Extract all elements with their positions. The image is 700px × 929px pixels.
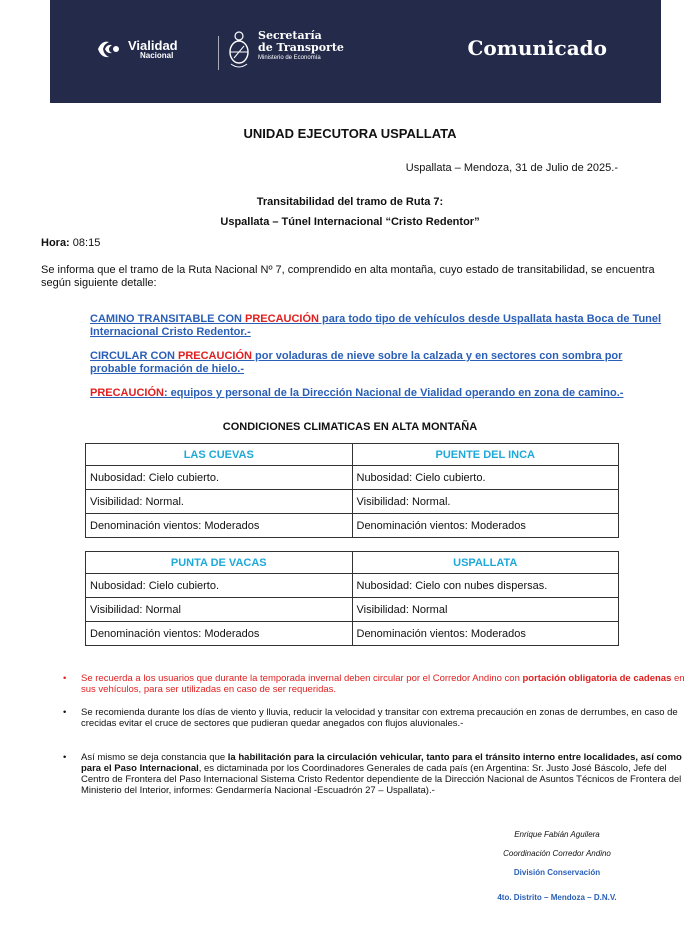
table-cell: Nubosidad: Cielo con nubes dispersas. [352, 574, 619, 598]
warning-passable [90, 313, 662, 339]
comunicado-title: Comunicado [467, 36, 607, 60]
location-header: LAS CUEVAS [86, 444, 353, 466]
table-row [86, 490, 619, 514]
table-cell: Nubosidad: Cielo cubierto. [352, 466, 619, 490]
secretaria-logo [226, 30, 344, 70]
warning-text: CIRCULAR CON [90, 350, 178, 362]
vialidad-line1: Vialidad [128, 37, 178, 53]
table-cell: Visibilidad: Normal. [352, 490, 619, 514]
notice-weather [63, 707, 687, 729]
header-divider [218, 36, 219, 70]
document-title: UNIDAD EJECUTORA USPALLATA [243, 126, 457, 141]
bullet-icon: • [63, 673, 67, 684]
signature-district: 4to. Distrito – Mendoza – D.N.V. [497, 893, 617, 902]
time-label: Hora: [41, 237, 70, 249]
notice-text: Se recomienda durante los días de viento y lluvia, reducir la velocidad y transitar con extrema precaución en zonas de derrumbes, en caso de crecidas evitar el cruce de sectores que pudieran quedar anegados con flujos aluvionales.- [81, 707, 678, 729]
intro-paragraph: Se informa que el tramo de la Ruta Nacional Nº 7, comprendido en alta montaña, cuyo estado de transitabilidad, se encuentra según siguiente detalle: [41, 264, 655, 289]
table-header-row [86, 552, 619, 574]
location-header: USPALLATA [352, 552, 619, 574]
warning-text: : equipos y personal de la Dirección Nacional de Vialidad operando en zona de camino.- [163, 387, 624, 399]
table-cell: Denominación vientos: Moderados [352, 622, 619, 646]
signature-division: División Conservación [513, 868, 601, 877]
table-row [86, 574, 619, 598]
notice-segment: , es dictaminada por los Coordinadores Generales de cada país (en Argentina: Sr. Justo José Báscolo, Jefe del Centro de Frontera del Paso Internacional Sistema Cristo Redentor dependiente de la Dirección Nacional de Asuntos Técnicos de Frontera del Ministerio del Interior, informes: Gendarmería Nacional -Escuadrón 27 – Uspallata).- [81, 763, 682, 796]
notice-emphasis: portación obligatoria de cadenas [522, 673, 672, 684]
secretaria-line2: de Transporte [258, 41, 344, 54]
warning-works [90, 387, 662, 400]
table-header-row [86, 444, 619, 466]
bullet-icon: • [63, 707, 67, 718]
location-header: PUNTA DE VACAS [86, 552, 353, 574]
table-cell: Visibilidad: Normal [86, 598, 353, 622]
time-value: 08:15 [72, 237, 101, 249]
notice-emphasis: la habilitación para la circulación vehicular, tanto para el tránsito interno entre localidades, así como para el Paso Internacional [81, 752, 682, 774]
notice-text [81, 673, 687, 695]
weather-table-1 [85, 443, 619, 538]
notice-text [81, 752, 687, 796]
warning-snow [90, 350, 662, 376]
notice-segment: Se recuerda a los usuarios que durante la temporada invernal deben circular por el Corredor Andino con [81, 673, 523, 684]
table-row [86, 514, 619, 538]
table-row [86, 622, 619, 646]
header-banner [50, 0, 661, 103]
conditions-title: CONDICIONES CLIMATICAS EN ALTA MONTAÑA [222, 421, 478, 433]
warning-text: para todo tipo de vehículos desde Uspallata hasta Boca de Tunel Internacional Cristo Redentor.- [90, 313, 662, 338]
national-seal-icon [226, 30, 252, 70]
signature-name: Enrique Fabián Aguilera [514, 830, 600, 839]
precaution-word: PRECAUCIÓN [245, 313, 319, 325]
table-cell: Denominación vientos: Moderados [86, 622, 353, 646]
notice-segment: en sus vehículos, para ser utilizadas en caso de ser requeridas. [81, 673, 685, 695]
notice-segment: Así mismo se deja constancia que [81, 752, 228, 763]
vialidad-logo [96, 38, 178, 60]
table-cell: Nubosidad: Cielo cubierto. [86, 466, 353, 490]
precaution-word: PRECAUCIÓN [90, 387, 164, 399]
table-cell: Nubosidad: Cielo cubierto. [86, 574, 353, 598]
notice-chains [63, 673, 687, 695]
notice-authorization [63, 752, 687, 796]
location-header: PUENTE DEL INCA [352, 444, 619, 466]
vialidad-line2: Nacional [140, 50, 174, 60]
precaution-word: PRECAUCIÓN [178, 350, 252, 362]
warning-text: CAMINO TRANSITABLE CON [90, 313, 246, 325]
subtitle-section: Uspallata – Túnel Internacional “Cristo Redentor” [220, 216, 480, 228]
signature-role: Coordinación Corredor Andino [503, 849, 611, 858]
subtitle-route: Transitabilidad del tramo de Ruta 7: [256, 196, 444, 208]
dateline: Uspallata – Mendoza, 31 de Julio de 2025.- [405, 162, 618, 174]
table-row [86, 598, 619, 622]
bullet-icon: • [63, 752, 67, 763]
weather-table-2 [85, 551, 619, 646]
time-line [41, 237, 100, 249]
warning-text: por voladuras de nieve sobre la calzada y en sectores con sombra por probable formación de hielo.- [90, 350, 623, 375]
table-cell: Visibilidad: Normal. [86, 490, 353, 514]
table-cell: Denominación vientos: Moderados [352, 514, 619, 538]
table-cell: Denominación vientos: Moderados [86, 514, 353, 538]
vialidad-swoosh-icon [96, 38, 122, 60]
secretaria-line1: Secretaría [258, 29, 322, 42]
table-cell: Visibilidad: Normal [352, 598, 619, 622]
secretaria-line3: Ministerio de Economía [258, 55, 321, 61]
table-row [86, 466, 619, 490]
